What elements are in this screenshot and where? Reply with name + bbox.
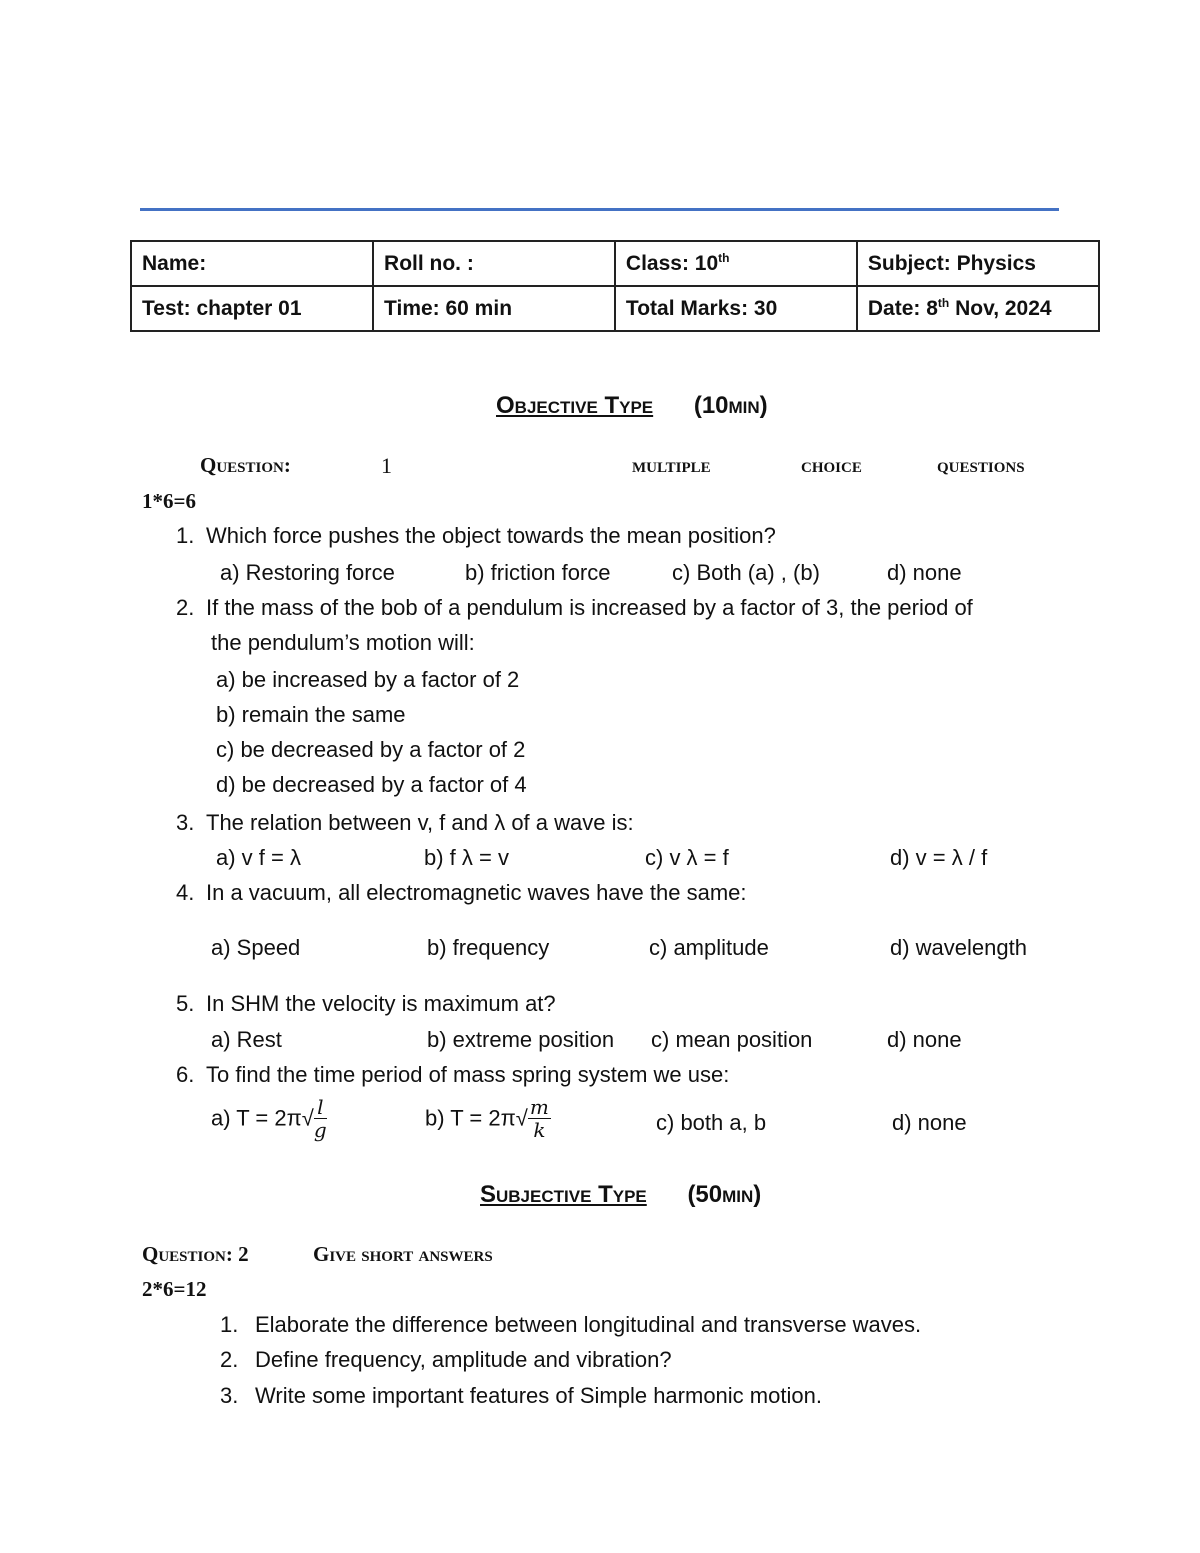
date-post: Nov, 2024 (949, 297, 1052, 320)
date-pre: Date: 8 (867, 297, 938, 320)
short-question-3 (220, 1383, 822, 1409)
short-3-number: 3. (220, 1383, 239, 1408)
short-1-number: 1. (220, 1312, 239, 1337)
mcq-1-option-d: d) none (887, 560, 962, 585)
mcq-2-option-d: d) be decreased by a factor of 4 (216, 772, 527, 797)
mcq-2-text-line1: If the mass of the bob of a pendulum is increased by a factor of 3, the period of (206, 595, 973, 620)
q2-marks: 2*6=12 (142, 1277, 207, 1301)
mcq-6-number: 6. (176, 1062, 195, 1087)
mcq-6-option-a (211, 1096, 327, 1141)
objective-title: Objective Type (496, 392, 654, 419)
mcq-4-option-d: d) wavelength (890, 935, 1027, 960)
mcq-4-text: In a vacuum, all electromagnetic waves have the same: (206, 880, 747, 905)
mcq-5 (176, 991, 556, 1017)
mcq-6-option-d: d) none (892, 1110, 967, 1135)
mcq-6-option-a-text: a) T = 2π√ (211, 1105, 314, 1131)
date-cell (857, 286, 1099, 331)
mcq-2-option-a: a) be increased by a factor of 2 (216, 667, 520, 692)
frac-b-den: k (533, 1118, 546, 1142)
mcq-2 (176, 595, 973, 621)
mcq-2-option-b: b) remain the same (216, 702, 406, 727)
short-1-text: Elaborate the difference between longitudinal and transverse waves. (255, 1312, 922, 1337)
mcq-3-option-b: b) f λ = v (424, 845, 509, 870)
mcq-1 (176, 523, 776, 549)
time-cell: Time: 60 min (373, 286, 615, 331)
q1-word-multiple: multiple (632, 453, 711, 477)
mcq-6 (176, 1062, 729, 1088)
mcq-2-number: 2. (176, 595, 195, 620)
short-2-number: 2. (220, 1347, 239, 1372)
mcq-5-option-d: d) none (887, 1027, 962, 1052)
mcq-3 (176, 810, 634, 836)
mcq-1-number: 1. (176, 523, 195, 548)
class-sup: th (718, 251, 730, 265)
mcq-4-number: 4. (176, 880, 195, 905)
name-cell: Name: (131, 241, 373, 286)
frac-b-num: m (529, 1095, 549, 1119)
mcq-1-option-a: a) Restoring force (220, 560, 395, 585)
mcq-3-option-d: d) v = λ / f (890, 845, 988, 870)
class-cell (615, 241, 857, 286)
fraction-m-over-k (528, 1096, 551, 1141)
q1-marks: 1*6=6 (142, 489, 196, 513)
date-sup: th (937, 296, 950, 310)
mcq-4-option-a: a) Speed (211, 935, 301, 960)
mcq-1-text: Which force pushes the object towards the mean position? (206, 523, 776, 548)
short-3-text: Write some important features of Simple harmonic motion. (255, 1383, 822, 1408)
mcq-2-text-line2: the pendulum’s motion will: (211, 630, 475, 655)
mcq-6-option-b (425, 1096, 551, 1141)
info-table (130, 240, 1100, 332)
mcq-3-option-a: a) v f = λ (216, 845, 301, 870)
mcq-5-option-c: c) mean position (651, 1027, 813, 1052)
mcq-4-option-c: c) amplitude (649, 935, 769, 960)
roll-cell: Roll no. : (373, 241, 615, 286)
objective-heading (496, 392, 768, 420)
mcq-5-text: In SHM the velocity is maximum at? (206, 991, 556, 1016)
objective-time: (10min) (693, 392, 768, 419)
subjective-title: Subjective Type (480, 1181, 647, 1208)
q2-title: Give short answers (313, 1242, 493, 1266)
q1-number: 1 (381, 453, 392, 478)
mcq-3-number: 3. (176, 810, 195, 835)
q1-label: Question: (200, 453, 291, 477)
mcq-1-option-b: b) friction force (465, 560, 611, 585)
marks-cell: Total Marks: 30 (615, 286, 857, 331)
mcq-4 (176, 880, 747, 906)
short-question-2 (220, 1347, 672, 1373)
mcq-6-option-c: c) both a, b (656, 1110, 767, 1135)
q2-label: Question: 2 (142, 1242, 249, 1266)
short-question-1 (220, 1312, 921, 1338)
short-2-text: Define frequency, amplitude and vibration? (255, 1347, 672, 1372)
subjective-heading (480, 1181, 761, 1209)
fraction-l-over-g (314, 1096, 327, 1141)
header-rule (140, 208, 1059, 211)
test-cell: Test: chapter 01 (131, 286, 373, 331)
mcq-1-option-c: c) Both (a) , (b) (672, 560, 820, 585)
class-label: Class: 10 (625, 252, 719, 275)
mcq-2-option-c: c) be decreased by a factor of 2 (216, 737, 526, 762)
mcq-6-option-b-text: b) T = 2π√ (425, 1105, 528, 1131)
mcq-4-option-b: b) frequency (427, 935, 550, 960)
mcq-5-option-a: a) Rest (211, 1027, 282, 1052)
frac-a-num: l (314, 1096, 327, 1119)
mcq-3-text: The relation between v, f and λ of a wave is: (206, 810, 634, 835)
q1-word-questions: questions (937, 453, 1025, 477)
mcq-6-text: To find the time period of mass spring system we use: (206, 1062, 730, 1087)
q1-word-choice: choice (801, 453, 862, 477)
mcq-5-number: 5. (176, 991, 195, 1016)
mcq-3-option-c: c) v λ = f (645, 845, 729, 870)
frac-a-den: g (313, 1118, 327, 1142)
subjective-time: (50min) (687, 1181, 762, 1208)
subject-cell: Subject: Physics (857, 241, 1099, 286)
mcq-5-option-b: b) extreme position (427, 1027, 615, 1052)
